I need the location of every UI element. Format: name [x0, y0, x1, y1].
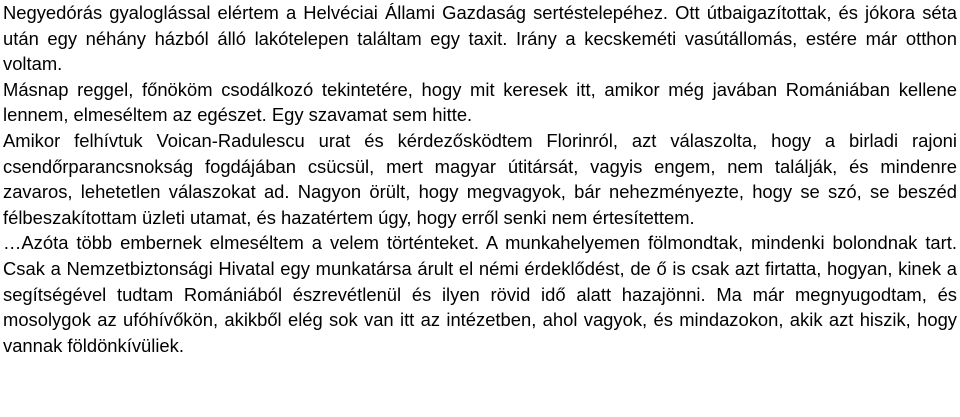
- paragraph-aftermath: …Azóta több embernek elmeséltem a velem történteket. A munkahelyemen fölmondtak, mindenki bolondnak tart. Csak a Nemzetbiztonsági Hivatal egy munkatársa árult el némi érdeklődést, de ő is csak azt firtatta, hogyan, kinek a segítségével tudtam Romániából észrevétlenül és ilyen rövid idő alatt hazajönni. Ma már megnyugodtam, és mosolygok az ufóhívőkön, akikből elég sok van itt az intézetben, ahol vagyok, és mindazokon, akik azt hiszik, hogy vannak földönkívüliek.: [3, 232, 957, 356]
- paragraph-boss: Másnap reggel, főnököm csodálkozó tekintetére, hogy mit keresek itt, amikor még javában Romániában kellene lennem, elmeséltem az egészet. Egy szavamat sem hitte.: [3, 78, 957, 126]
- paragraph-phone-call: Amikor felhívtuk Voican-Radulescu urat és kérdezősködtem Florinról, azt válaszolta, hogy a birladi rajoni csendőrparancsnokság fogdájában csücsül, mert magyar útitársát, vagyis engem, nem találják, és mindenre zavaros, lehetetlen válaszokat ad. Nagyon örült, hogy megvagyok, bár nehezményezte, hogy se szó, se beszéd félbeszakítottam üzleti utamat, és hazatértem úgy, hogy erről senki nem értesítettem.: [3, 129, 957, 228]
- paragraph-taxi: Negyedórás gyaloglással elértem a Helvéciai Állami Gazdaság sertéstelepéhez. Ott útbaigazítottak, és jókora séta után egy néhány házból álló lakótelepen találtam egy taxit. Irány a kecskeméti vasútállomás, estére már otthon voltam.: [3, 2, 957, 75]
